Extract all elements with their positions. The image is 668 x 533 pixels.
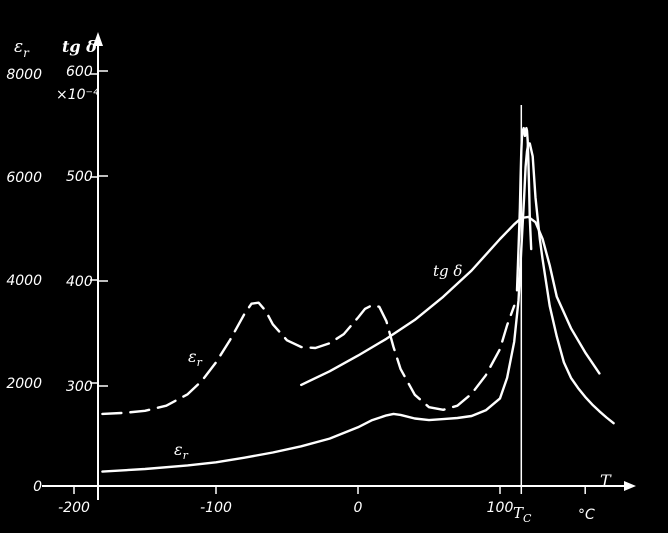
tc-label-sub: C: [523, 512, 532, 525]
y-left-tick-label: 4000: [6, 273, 42, 289]
y-left-tick-label: 6000: [6, 170, 42, 186]
eps-dashed-label-sub: r: [196, 356, 202, 369]
tc-label-main: T: [513, 504, 524, 522]
eps-dashed-label-main: ε: [188, 347, 197, 366]
y-right-tick-label: 500: [66, 169, 93, 185]
y-left-tick-label: 0: [33, 479, 42, 495]
x-tick-label: 0: [353, 500, 363, 516]
y-left-label-main: ε: [14, 37, 24, 57]
y-right-exponent: ×10⁻⁴: [56, 87, 99, 103]
x-tick-label: -200: [58, 500, 90, 516]
eps-solid-label-sub: r: [182, 449, 188, 462]
y-left-label-sub: r: [23, 46, 29, 60]
x-tick-label: 100: [486, 500, 514, 516]
y-right-axis-label: tg δ: [62, 37, 97, 56]
y-right-tick-label: 600: [66, 64, 93, 80]
eps-solid-label-main: ε: [174, 440, 183, 459]
x-axis-label: T: [600, 471, 611, 490]
y-left-tick-label: 8000: [6, 67, 42, 83]
x-tick-label: -100: [200, 500, 232, 516]
y-right-tick-label: 300: [66, 379, 93, 395]
y-left-tick-label: 2000: [6, 376, 42, 392]
tg-delta-curve-label: tg δ: [433, 262, 463, 280]
x-axis-unit: °C: [578, 507, 595, 523]
y-right-tick-label: 400: [66, 274, 93, 290]
